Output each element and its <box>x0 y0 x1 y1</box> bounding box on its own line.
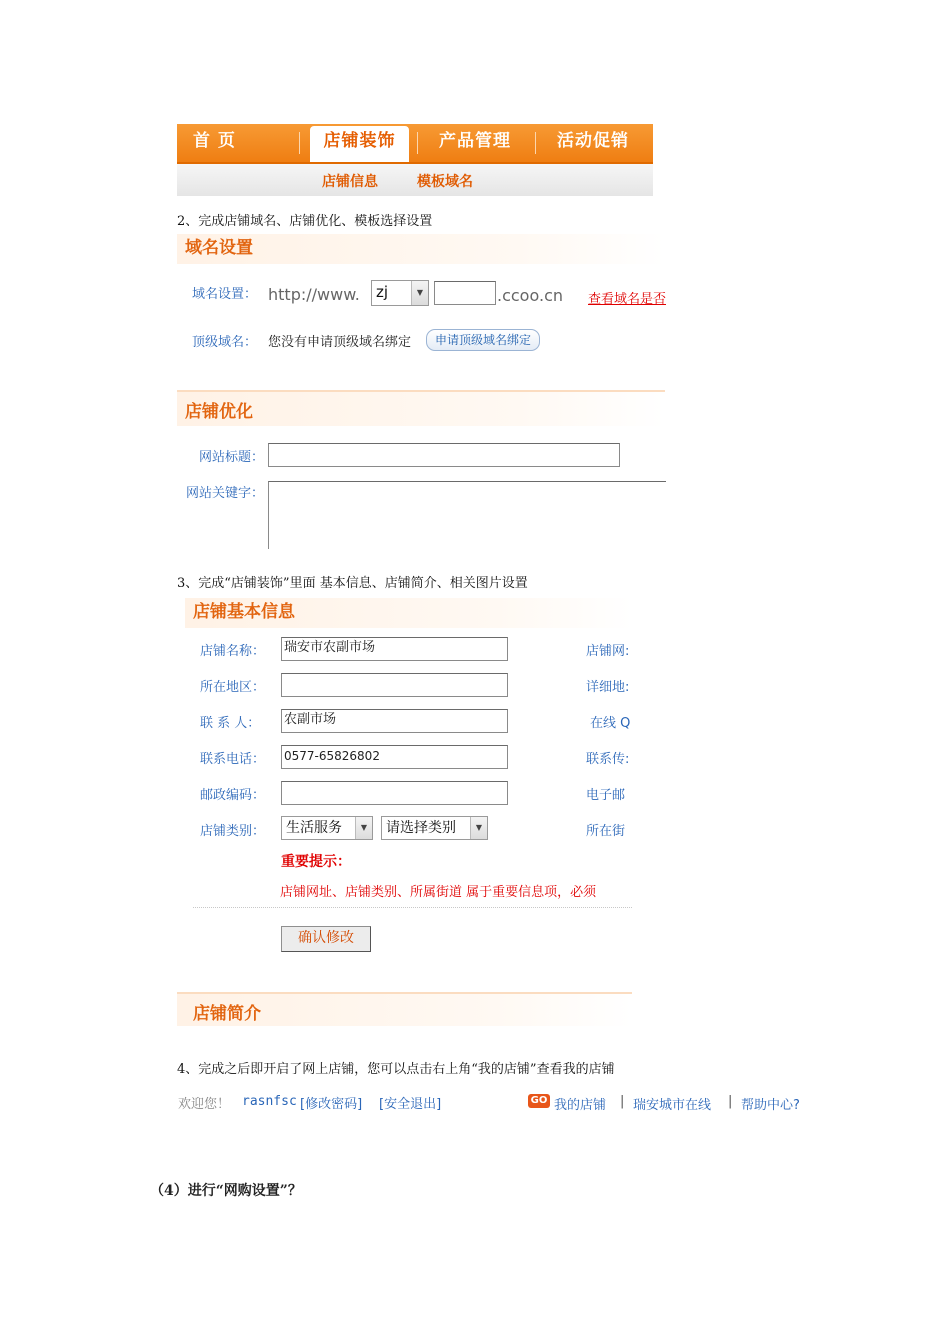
type-select-value: 请选择类别 <box>386 820 456 836</box>
phone-input[interactable]: 0577-65826802 <box>281 745 508 769</box>
step3-caption: 3、完成“店铺装饰”里面 基本信息、店铺简介、相关图片设置 <box>177 576 528 591</box>
postcode-input[interactable] <box>281 781 508 805</box>
username: rasnfsc <box>242 1094 297 1109</box>
domain-select-value: zj <box>376 283 389 301</box>
welcome-separator: | <box>620 1094 625 1109</box>
keywords-textarea[interactable] <box>268 481 666 549</box>
intro-section-title: 店铺简介 <box>177 992 632 1026</box>
subnav-template-domain[interactable]: 模板域名 <box>417 174 473 190</box>
shop-name-label: 店铺名称： <box>200 644 266 659</box>
check-domain-link[interactable]: 查看域名是否 <box>588 292 666 307</box>
help-center-link[interactable]: 帮助中心? <box>741 1098 800 1113</box>
nav-promotions[interactable]: 活动促销 <box>557 131 629 151</box>
apply-top-domain-button[interactable]: 申请顶级域名绑定 <box>426 329 540 351</box>
category-select-value: 生活服务 <box>286 820 342 836</box>
postcode-label: 邮政编码： <box>200 788 266 803</box>
shop-url-label: 店铺网: <box>586 644 630 659</box>
nav-shop-decoration[interactable]: 店铺装饰 <box>310 126 409 162</box>
top-domain-status: 您没有申请顶级域名绑定 <box>268 335 412 350</box>
logout-link[interactable]: [安全退出] <box>379 1097 442 1112</box>
shop-name-input[interactable]: 瑞安市农副市场 <box>281 637 508 661</box>
chevron-down-icon: ▼ <box>470 817 487 839</box>
step4-caption: 4、完成之后即开启了网上店铺，您可以点击右上角“我的店铺”查看我的店铺 <box>177 1062 615 1077</box>
nav-home[interactable]: 首 页 <box>193 131 236 151</box>
online-qq-label: 在线 Q <box>590 716 631 731</box>
shop-category-label: 店铺类别： <box>200 824 266 839</box>
nav-separator <box>535 132 536 154</box>
shop-type-select[interactable] <box>381 816 488 840</box>
site-title-label: 网站标题： <box>199 450 265 465</box>
top-domain-label: 顶级域名： <box>192 335 258 350</box>
nav-product-management[interactable]: 产品管理 <box>439 131 511 151</box>
fax-label: 联系传: <box>586 752 630 767</box>
optimize-section-title: 店铺优化 <box>177 390 665 426</box>
region-input[interactable] <box>281 673 508 697</box>
phone-label: 联系电话： <box>200 752 266 767</box>
domain-section-title: 域名设置 <box>177 234 665 264</box>
domain-label: 域名设置： <box>192 287 258 302</box>
address-label: 详细地: <box>586 680 630 695</box>
shop-category-select[interactable] <box>281 816 373 840</box>
region-label: 所在地区： <box>200 680 266 695</box>
dotted-divider <box>193 907 632 908</box>
street-label: 所在街 <box>586 824 626 839</box>
keywords-label: 网站关键字： <box>186 486 265 501</box>
go-icon: GO <box>528 1094 550 1108</box>
step2-caption: 2、完成店铺域名、店铺优化、模板选择设置 <box>177 214 433 229</box>
right-label-column <box>586 636 632 846</box>
chevron-down-icon: ▼ <box>411 281 428 305</box>
section4-heading: （4）进行“网购设置”？ <box>150 1183 302 1199</box>
email-label: 电子邮 <box>586 788 626 803</box>
my-shop-link[interactable]: 我的店铺 <box>554 1098 607 1113</box>
city-online-link[interactable]: 瑞安城市在线 <box>633 1098 712 1113</box>
subnav-shop-info[interactable]: 店铺信息 <box>322 174 378 190</box>
welcome-separator: | <box>728 1094 733 1109</box>
nav-separator <box>417 132 418 154</box>
welcome-greeting: 欢迎您！ <box>178 1097 231 1112</box>
notice-title: 重要提示： <box>281 854 351 870</box>
domain-prefix-select[interactable] <box>371 280 429 306</box>
confirm-button[interactable]: 确认修改 <box>281 926 371 952</box>
domain-suffix: .ccoo.cn <box>497 286 563 305</box>
sub-nav-bar <box>177 164 653 196</box>
notice-text: 店铺网址、店铺类别、所属街道 属于重要信息项，必须 <box>280 885 597 900</box>
change-password-link[interactable]: [修改密码] <box>300 1097 363 1112</box>
main-nav-bar <box>177 124 653 164</box>
chevron-down-icon: ▼ <box>355 817 372 839</box>
site-title-input[interactable] <box>268 443 620 467</box>
contact-label: 联 系 人： <box>200 716 261 731</box>
nav-separator <box>299 132 300 154</box>
basic-info-section-title: 店铺基本信息 <box>185 598 632 628</box>
domain-prefix: http://www. <box>268 285 360 304</box>
contact-input[interactable]: 农副市场 <box>281 709 508 733</box>
domain-name-input[interactable] <box>434 281 496 305</box>
